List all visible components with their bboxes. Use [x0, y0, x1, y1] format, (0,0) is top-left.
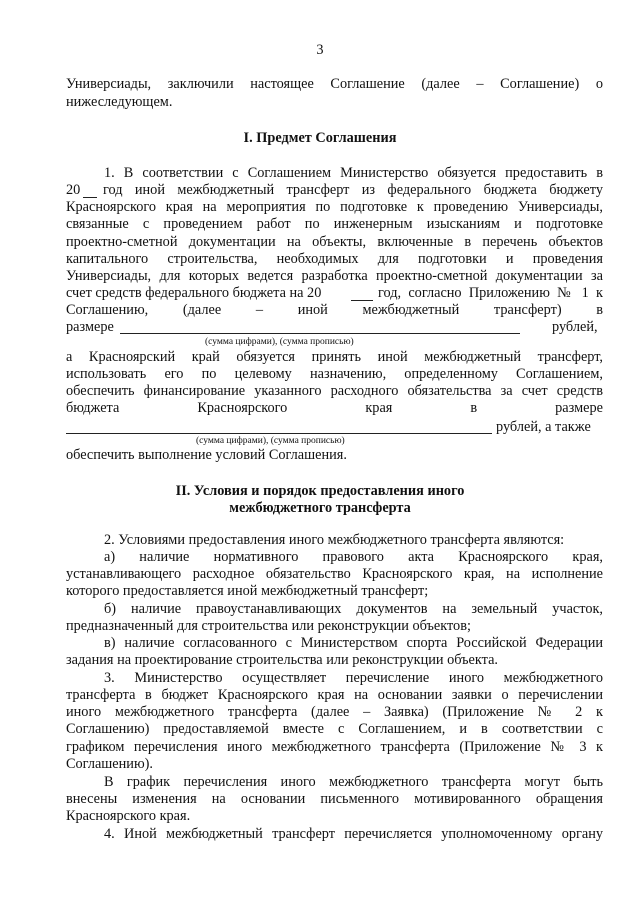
intro-line-2: нижеследующем.	[66, 94, 173, 110]
s1-p1-line-8-start: счет средств федерального бюджета на 20	[66, 285, 322, 301]
s1-p1-line-7: Универсиады, для которых ведется разработка проектно-сметной документации за	[66, 268, 603, 284]
amount-blank-2	[66, 433, 492, 434]
s1-p1-line-5: проектно-сметной документации на объекты, включенные в перечень объектов	[66, 234, 603, 250]
s2-line-9: 3. Министерство осуществляет перечисление иного межбюджетного	[104, 670, 603, 686]
caption-amount-1: (сумма цифрами), (сумма прописью)	[205, 337, 354, 347]
s1-p2-line-1: а Красноярский край обязуется принять иной межбюджетный трансферт,	[66, 349, 603, 365]
rubles-also-label: рублей, а также	[496, 419, 591, 435]
s2-line-16: внесены изменения на основании письменного мотивированного обращения	[66, 791, 603, 807]
s2-line-18: 4. Иной межбюджетный трансферт перечисляется уполномоченному органу	[104, 826, 603, 842]
s2-line-17: Красноярского края.	[66, 808, 191, 824]
caption-amount-2: (сумма цифрами), (сумма прописью)	[196, 436, 345, 446]
section-1-heading: I. Предмет Соглашения	[243, 130, 397, 146]
rubles-label-1: рублей,	[552, 319, 598, 335]
s1-p1-line-1: 1. В соответствии с Соглашением Министерство обязуется предоставить в	[104, 165, 603, 181]
s1-p1-line-4: связанные с проведением работ по инженерным изысканиям и подготовке	[66, 216, 603, 232]
s2-line-10: трансферта в бюджет Красноярского края на основании заявки о перечислении	[66, 687, 603, 703]
s2-line-13: графиком перечисления иного межбюджетного трансферта (Приложение № 3 к	[66, 739, 603, 755]
s2-line-7: в) наличие согласованного с Министерством спорта Российской Федерации	[104, 635, 603, 651]
amount-blank-1	[120, 333, 520, 334]
s1-p2-line-2: использовать его по целевому назначению, определенному Соглашением,	[66, 366, 603, 382]
s1-p1-line-3: Красноярского края на мероприятия по подготовке к проведению Универсиады,	[66, 199, 603, 215]
s2-line-11: иного межбюджетного трансферта (далее – Заявка) (Приложение № 2 к	[66, 704, 603, 720]
s2-line-14: Соглашению).	[66, 756, 153, 772]
s2-line-2: а) наличие нормативного правового акта Красноярского края,	[104, 549, 603, 565]
s1-p2-line-3: обеспечить финансирование указанного расходного обязательства за счет средств	[66, 383, 603, 399]
s1-p1-line-9: Соглашению, (далее – иной межбюджетный трансферт) в	[66, 302, 603, 318]
s2-line-5: б) наличие правоустанавливающих документов на земельный участок,	[104, 601, 603, 617]
s2-line-1: 2. Условиями предоставления иного межбюджетного трансферта являются:	[104, 532, 565, 548]
s2-line-3: устанавливающего расходное обязательство Красноярского края, на исполнение	[66, 566, 603, 582]
year-blank-2	[351, 300, 373, 301]
section-2-heading-line-2: межбюджетного трансферта	[229, 500, 411, 516]
section-2-heading-line-1: II. Условия и порядок предоставления иного	[175, 483, 465, 499]
intro-line-1: Универсиады, заключили настоящее Соглашение (далее – Соглашение) о	[66, 76, 603, 92]
s2-line-8: задания на проектирование строительства или реконструкции объекта.	[66, 652, 499, 668]
s2-line-6: предназначенный для строительства или реконструкции объектов;	[66, 618, 471, 634]
s1-year-prefix: 20	[66, 182, 81, 198]
s1-p2-end: обеспечить выполнение условий Соглашения.	[66, 447, 347, 463]
s1-p1-line-2: год иной межбюджетный трансферт из федерального бюджета бюджету	[103, 182, 603, 198]
year-blank-1	[83, 197, 97, 198]
s1-p1-line-8-end: год, согласно Приложению № 1 к	[378, 285, 603, 301]
s2-line-4: которого предоставляется иной межбюджетный трансферт;	[66, 583, 429, 599]
s2-line-15: В график перечисления иного межбюджетного трансферта могут быть	[104, 774, 603, 790]
s1-p1-line-6: капитального строительства, необходимых для подготовки и проведения	[66, 251, 603, 267]
s1-p2-line-4: бюджета Красноярского края в размере	[66, 400, 603, 416]
size-label: размере	[66, 319, 114, 335]
page-number: 3	[316, 42, 324, 58]
s2-line-12: Соглашению) предоставляемой вместе с Соглашением, и в соответствии с	[66, 721, 603, 737]
